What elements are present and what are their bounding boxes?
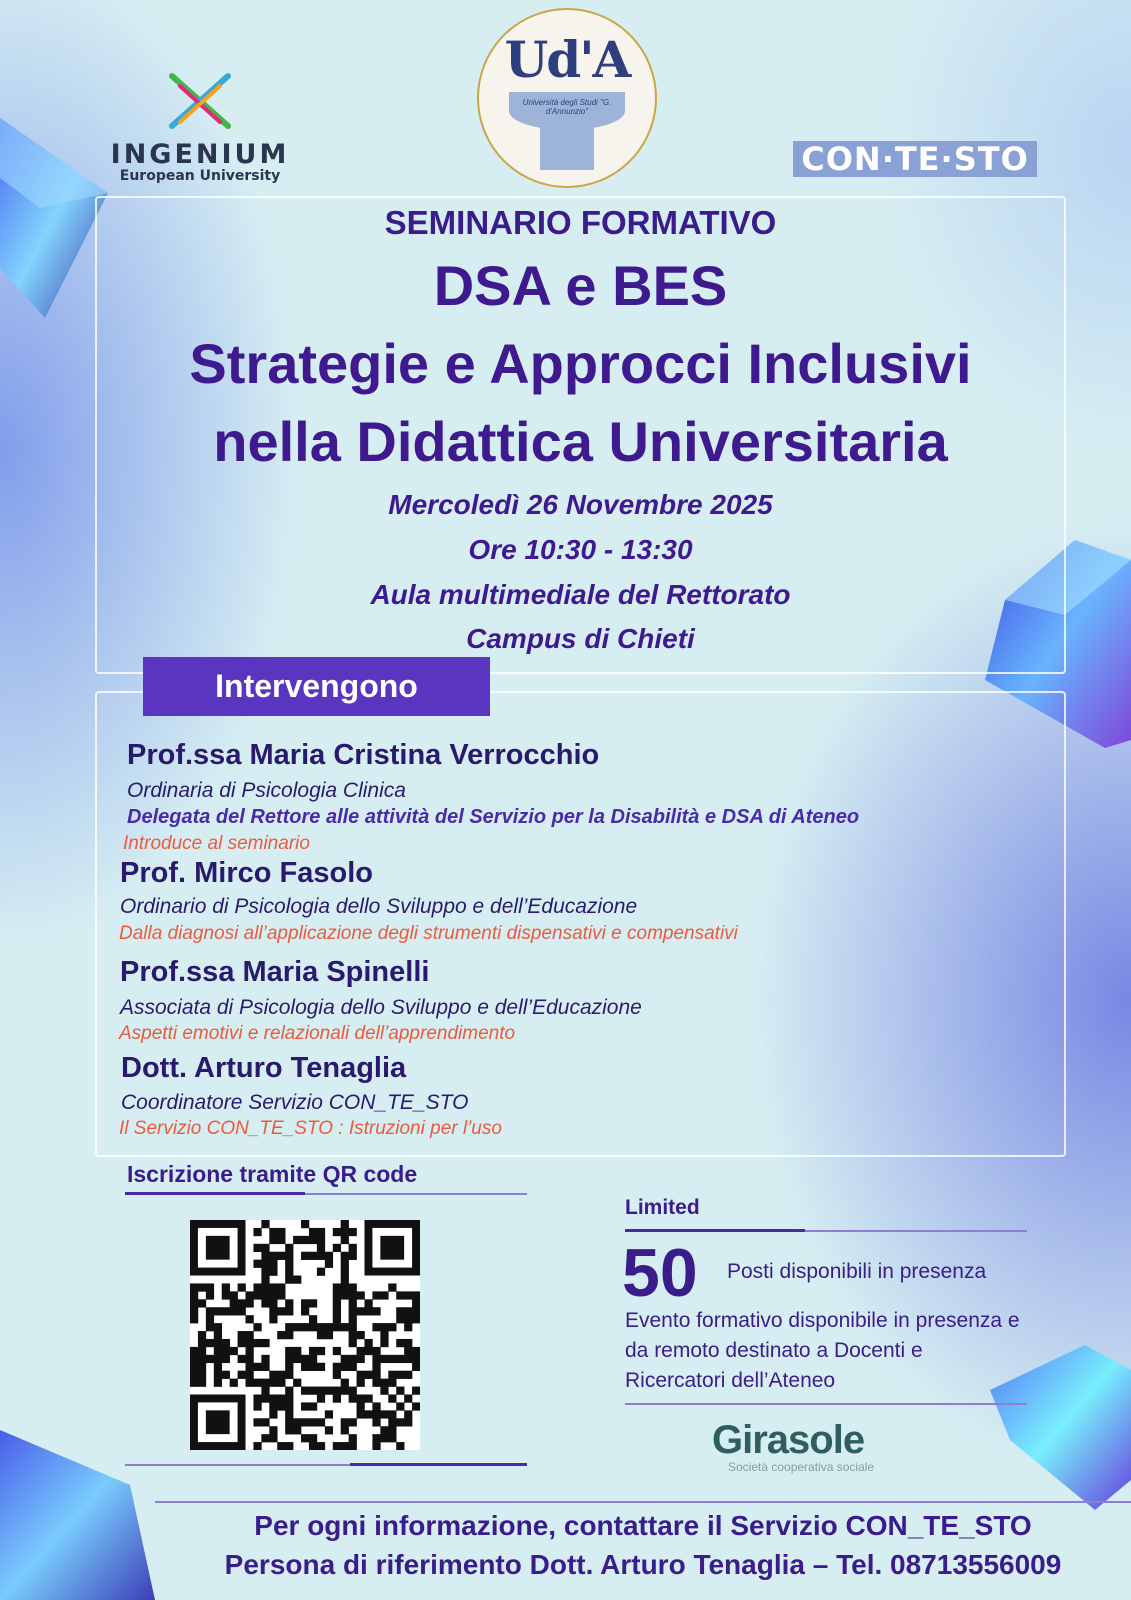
description-underline <box>625 1403 1027 1405</box>
limited-label: Limited <box>625 1196 700 1219</box>
speaker-name: Prof.ssa Maria Cristina Verrocchio <box>127 739 600 771</box>
girasole-logo <box>712 1418 912 1474</box>
contesto-logo: CON·TE·STO <box>793 141 1037 177</box>
speaker-role: Associata di Psicologia dello Sviluppo e dell’Educazione <box>120 996 642 1019</box>
speaker-name: Dott. Arturo Tenaglia <box>121 1052 407 1084</box>
speaker-role: Ordinario di Psicologia dello Sviluppo e dell’Educazione <box>120 895 638 918</box>
speaker-topic: Introduce al seminario <box>123 833 310 854</box>
seats-count: 50 <box>622 1235 698 1311</box>
speaker-name: Prof.ssa Maria Spinelli <box>120 956 430 988</box>
seminar-label: SEMINARIO FORMATIVO <box>384 204 777 241</box>
ingenium-logo <box>105 70 295 184</box>
qr-bottom-line-accent <box>350 1463 527 1466</box>
limited-underline-accent <box>625 1229 805 1232</box>
speakers-heading: Intervengono <box>143 657 490 716</box>
qr-code-icon <box>190 1220 420 1450</box>
speaker-name: Prof. Mirco Fasolo <box>120 857 373 889</box>
title-line-1: DSA e BES <box>433 254 728 317</box>
uda-logo-subtext: Università degli Studi "G. d'Annunzio" <box>522 98 612 116</box>
speaker-topic: Il Servizio CON_TE_STO : Istruzioni per l’uso <box>119 1118 502 1139</box>
ingenium-name: INGENIUM <box>110 139 290 170</box>
speaker-role: Ordinaria di Psicologia Clinica <box>127 779 406 802</box>
footer-reference-line: Persona di riferimento Dott. Arturo Tenaglia – Tel. 08713556009 <box>224 1549 1062 1580</box>
cube-decoration-bottom-left <box>0 1430 160 1600</box>
uda-tower <box>540 128 594 170</box>
seats-label: Posti disponibili in presenza <box>727 1260 987 1283</box>
qr-label-underline-accent <box>125 1192 305 1195</box>
footer-contact-line: Per ogni informazione, contattare il Servizio CON_TE_STO <box>254 1510 1032 1541</box>
event-description: Evento formativo disponibile in presenza e da remoto destinato a Docenti e Ricercatori dell’Ateneo <box>625 1309 1020 1392</box>
footer-divider <box>155 1501 1131 1503</box>
uda-logo-text: Ud'A <box>504 30 630 89</box>
qr-label: Iscrizione tramite QR code <box>127 1161 418 1187</box>
uda-logo <box>477 8 657 188</box>
event-date: Mercoledì 26 Novembre 2025 <box>388 489 773 520</box>
qr-code[interactable] <box>190 1220 420 1450</box>
speaker-topic: Aspetti emotivi e relazionali dell’apprendimento <box>119 1023 516 1044</box>
ingenium-subtitle: European University <box>119 168 281 184</box>
speaker-extra: Delegata del Rettore alle attività del Servizio per la Disabilità e DSA di Ateneo <box>127 806 860 828</box>
title-line-3: nella Didattica Universitaria <box>213 410 948 473</box>
girasole-logo-text: Girasole <box>712 1418 865 1462</box>
speaker-role: Coordinatore Servizio CON_TE_STO <box>121 1091 469 1114</box>
speaker-topic: Dalla diagnosi all’applicazione degli strumenti dispensativi e compensativi <box>119 923 738 944</box>
event-time: Ore 10:30 - 13:30 <box>468 534 693 565</box>
event-campus: Campus di Chieti <box>466 623 695 654</box>
ingenium-emblem-icon <box>160 70 240 132</box>
girasole-logo-subtext: Società cooperativa sociale <box>728 1460 875 1474</box>
title-line-2: Strategie e Approcci Inclusivi <box>189 332 972 395</box>
event-place: Aula multimediale del Rettorato <box>370 579 791 610</box>
